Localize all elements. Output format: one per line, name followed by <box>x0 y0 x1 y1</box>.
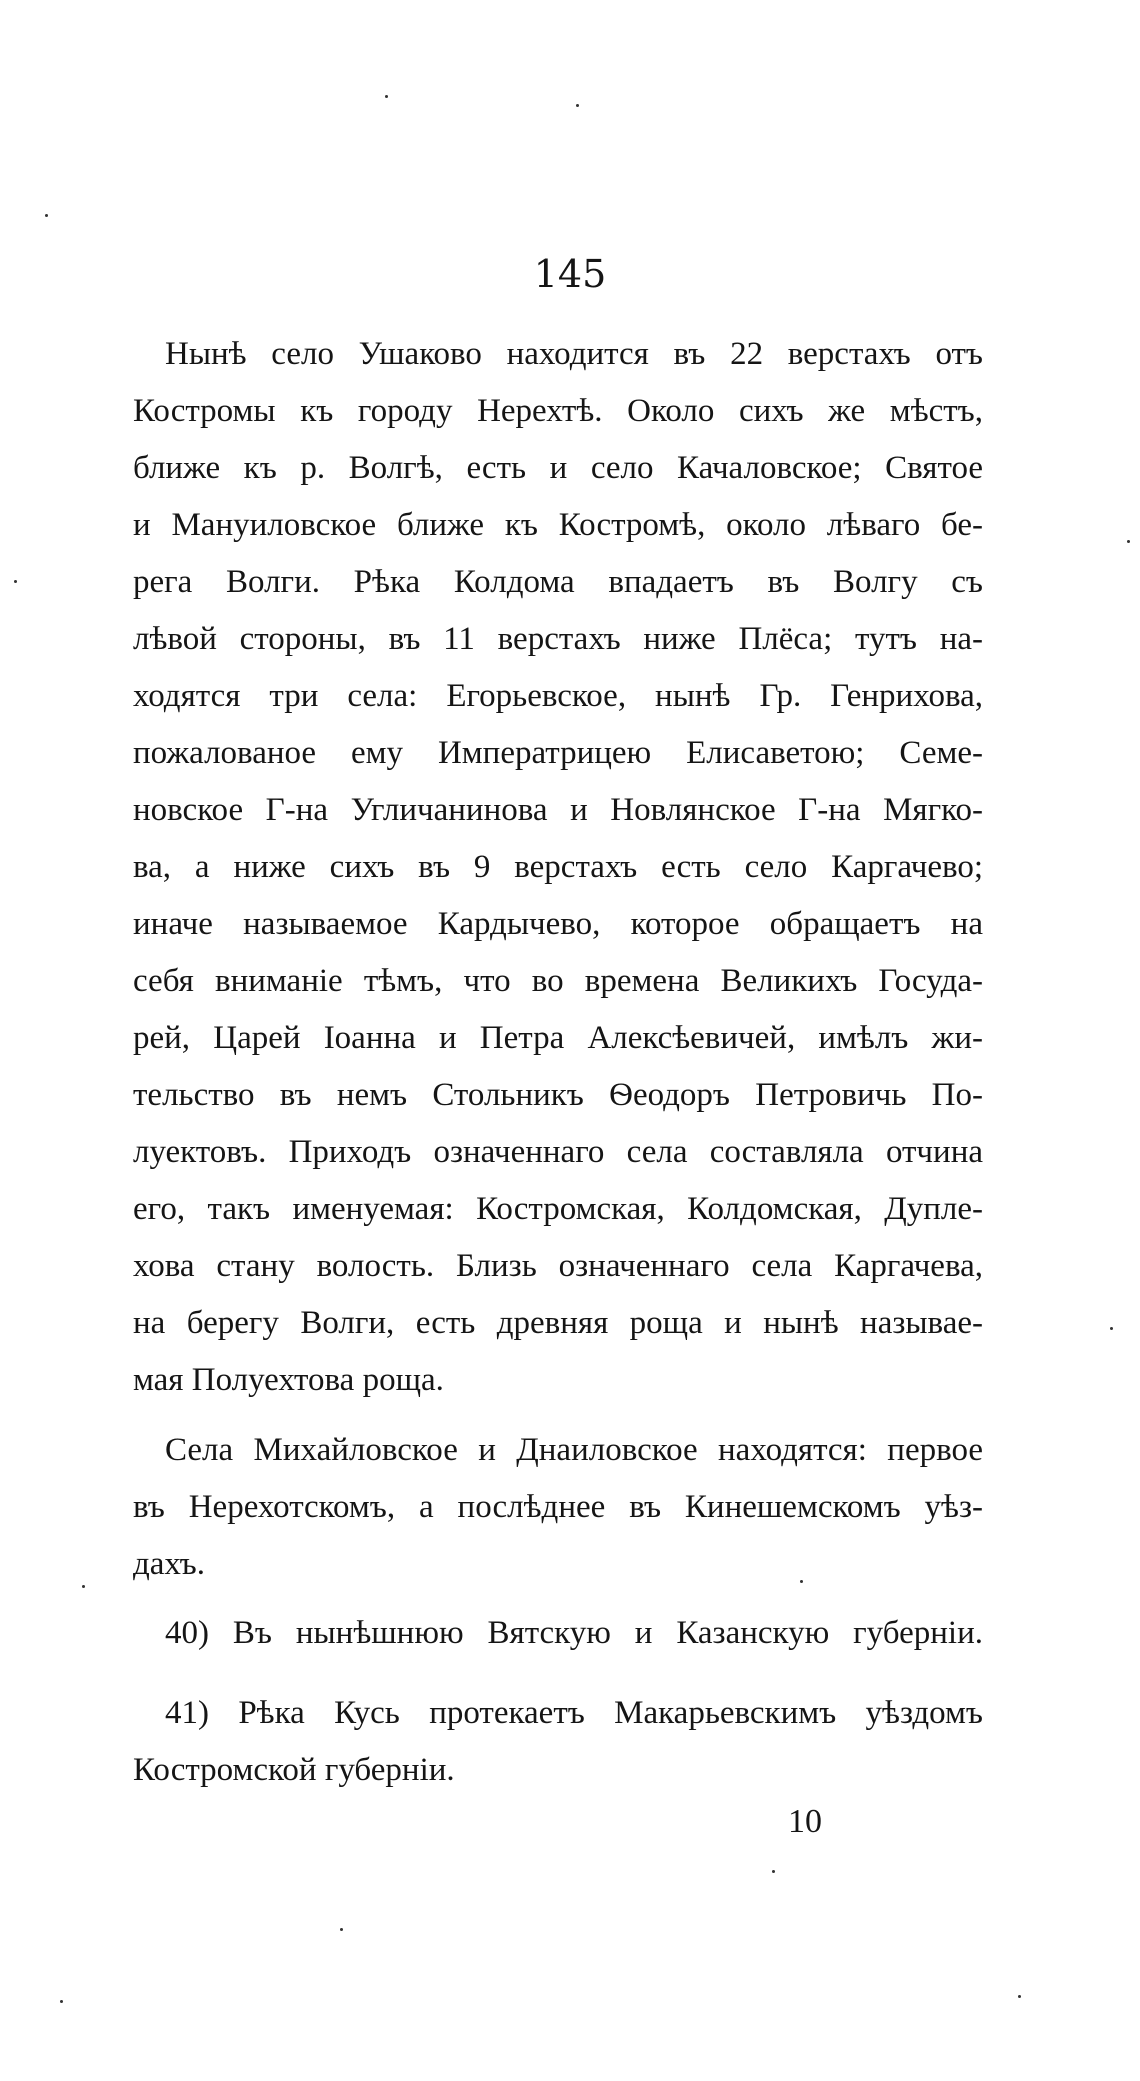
paper-speck <box>385 95 388 98</box>
paper-speck <box>14 580 17 583</box>
paper-speck <box>800 1580 803 1583</box>
text-line: ходятся три села: Егорьевское, нынѣ Гр. Генрихова, <box>133 678 983 714</box>
paper-speck <box>82 1585 85 1588</box>
signature-mark: 10 <box>788 1803 822 1840</box>
footnote-41 <box>133 1685 983 1799</box>
text-line: мая Полуехтова роща. <box>133 1362 444 1398</box>
paper-speck <box>1110 1327 1113 1330</box>
paper-speck <box>1127 540 1130 543</box>
text-line: Нынѣ село Ушаково находится въ 22 верстахъ отъ <box>165 336 983 372</box>
paper-speck <box>340 1928 343 1931</box>
footnote-40 <box>133 1605 983 1662</box>
text-line: рей, Царей Іоанна и Петра Алексѣевичей, имѣлъ жи- <box>133 1020 983 1056</box>
text-line: Костромы къ городу Нерехтѣ. Около сихъ же мѣстъ, <box>133 393 983 429</box>
text-line: въ Нерехотскомъ, а послѣднее въ Кинешемскомъ уѣз- <box>133 1489 983 1525</box>
text-line: Костромской губерніи. <box>133 1752 455 1788</box>
text-line: Села Михайловское и Днаиловское находятся: первое <box>165 1432 983 1468</box>
paper-speck <box>1018 1995 1021 1998</box>
page-number: 145 <box>533 252 607 296</box>
paper-speck <box>45 214 48 217</box>
text-line: ва, а ниже сихъ въ 9 верстахъ есть село Каргачево; <box>133 849 983 885</box>
text-line: его, такъ именуемая: Костромская, Колдомская, Дупле- <box>133 1191 983 1227</box>
text-line: и Мануиловское ближе къ Костромѣ, около лѣваго бе- <box>133 507 983 543</box>
text-line: пожалованое ему Императрицею Елисаветою; Семе- <box>133 735 983 771</box>
text-line: иначе называемое Кардычево, которое обращаетъ на <box>133 906 983 942</box>
paragraph-1 <box>133 326 983 1409</box>
text-line: лѣвой стороны, въ 11 верстахъ ниже Плёса; тутъ на- <box>133 621 983 657</box>
text-line: себя вниманіе тѣмъ, что во времена Великихъ Госуда- <box>133 963 983 999</box>
text-line: на берегу Волги, есть древняя роща и нынѣ называе- <box>133 1305 983 1341</box>
text-line: хова стану волость. Близь означеннаго села Каргачева, <box>133 1248 983 1284</box>
text-line: дахъ. <box>133 1546 205 1582</box>
paragraph-2 <box>133 1422 983 1593</box>
text-line: 40) Въ нынѣшнюю Вятскую и Казанскую губерніи. <box>165 1615 983 1651</box>
paper-speck <box>576 104 579 107</box>
text-line: ближе къ р. Волгѣ, есть и село Качаловское; Святое <box>133 450 983 486</box>
paper-speck <box>772 1870 775 1873</box>
text-line: 41) Рѣка Кусь протекаетъ Макарьевскимъ уѣздомъ <box>165 1695 983 1731</box>
text-line: рега Волги. Рѣка Колдома впадаетъ въ Волгу съ <box>133 564 983 600</box>
paper-speck <box>60 2000 63 2003</box>
text-line: луектовъ. Приходъ означеннаго села составляла отчина <box>133 1134 983 1170</box>
text-line: тельство въ немъ Стольникъ Ѳеодоръ Петровичь По- <box>133 1077 983 1113</box>
text-line: новское Г-на Угличанинова и Новлянское Г-на Мягко- <box>133 792 983 828</box>
